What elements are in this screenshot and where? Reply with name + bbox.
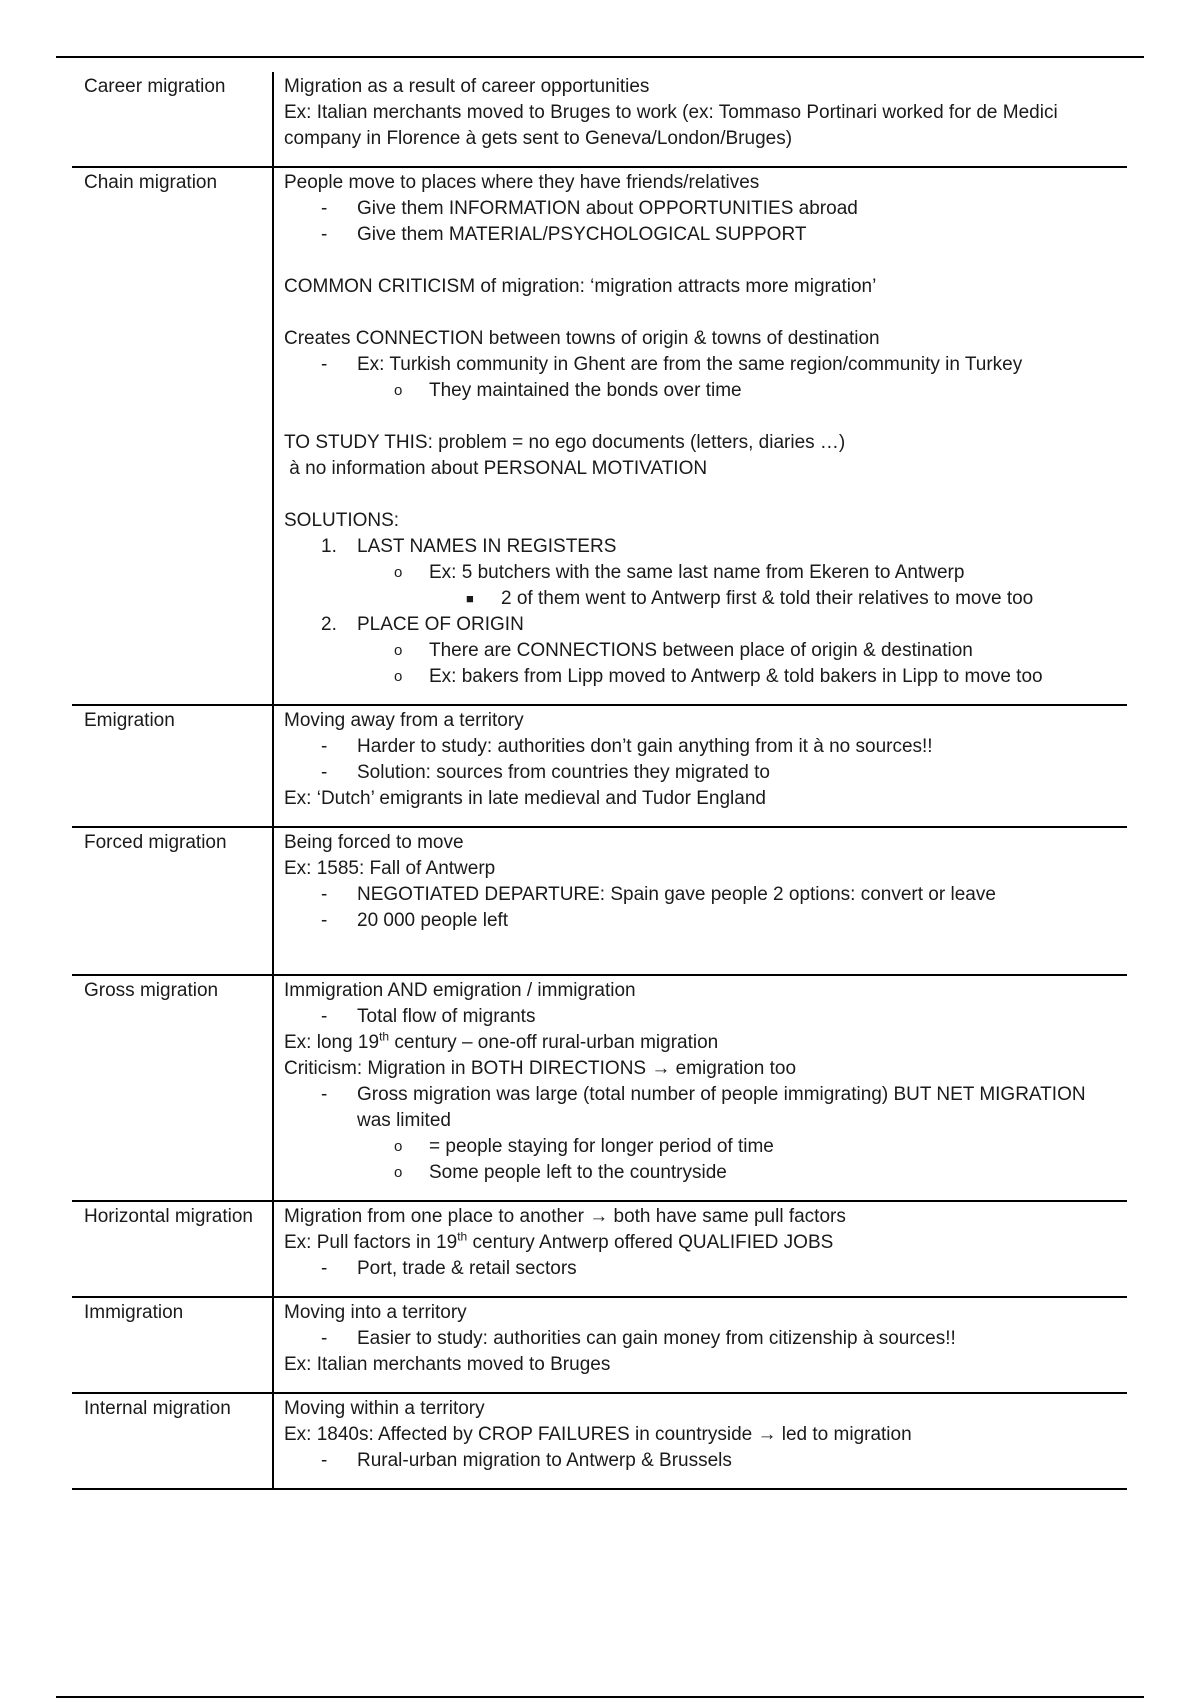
list-item xyxy=(284,534,1119,560)
bullet-marker: o xyxy=(394,668,403,685)
line-text: Ex: ‘Dutch’ emigrants in late medieval and Tudor England xyxy=(284,788,766,809)
bullet-marker: o xyxy=(394,1164,403,1181)
bullet-marker: - xyxy=(321,910,328,931)
list-item xyxy=(284,1256,1119,1282)
text-line xyxy=(284,430,1119,456)
glossary-row xyxy=(72,704,1127,826)
term-cell: Immigration xyxy=(72,1298,274,1392)
line-text: Harder to study: authorities don’t gain anything from it à no sources!! xyxy=(357,736,933,757)
bullet-marker: - xyxy=(321,884,328,905)
bullet-marker: 1. xyxy=(321,536,337,557)
definition-cell xyxy=(274,976,1127,1200)
glossary-row xyxy=(72,1200,1127,1296)
list-item xyxy=(284,882,1119,908)
bottom-rule xyxy=(56,1696,1144,1698)
bullet-marker: - xyxy=(321,198,328,219)
line-text: NEGOTIATED DEPARTURE: Spain gave people 2 options: convert or leave xyxy=(357,884,996,905)
definition-cell xyxy=(274,1394,1127,1488)
line-text-continued: century Antwerp offered QUALIFIED JOBS xyxy=(467,1232,834,1253)
definition-cell xyxy=(274,828,1127,974)
text-line xyxy=(284,74,1119,100)
glossary-row xyxy=(72,826,1127,974)
term-cell: Chain migration xyxy=(72,168,274,704)
bullet-marker: o xyxy=(394,564,403,581)
line-text: Total flow of migrants xyxy=(357,1006,536,1027)
term-cell: Internal migration xyxy=(72,1394,274,1488)
bullet-marker: - xyxy=(321,1258,328,1279)
line-text: Ex: Pull factors in 19 xyxy=(284,1232,458,1253)
line-text: Ex: Turkish community in Ghent are from the same region/community in Turkey xyxy=(357,354,1023,375)
line-text: Ex: 1585: Fall of Antwerp xyxy=(284,858,496,879)
list-item xyxy=(284,734,1119,760)
line-text: Immigration AND emigration / immigration xyxy=(284,980,636,1001)
blank-line xyxy=(284,248,1119,274)
definition-cell xyxy=(274,1298,1127,1392)
line-text: COMMON CRITICISM of migration: ‘migration attracts more migration’ xyxy=(284,276,877,297)
bullet-marker: o xyxy=(394,1138,403,1155)
text-line xyxy=(284,1030,1119,1056)
line-text-continued: century – one-off rural-urban migration xyxy=(389,1032,719,1053)
bullet-marker: ■ xyxy=(466,591,474,606)
line-text: Ex: Italian merchants moved to Bruges to work (ex: Tommaso Portinari worked for de Medici company in Florence à gets sent to Geneva/London/Bruges) xyxy=(284,102,1063,149)
list-item xyxy=(284,1134,1119,1160)
line-text: Being forced to move xyxy=(284,832,464,853)
list-item xyxy=(284,1082,1119,1134)
line-text: Ex: 1840s: Affected by CROP FAILURES in countryside → led to migration xyxy=(284,1424,912,1445)
line-text: Port, trade & retail sectors xyxy=(357,1258,577,1279)
bullet-marker: - xyxy=(321,736,328,757)
line-text: TO STUDY THIS: problem = no ego documents (letters, diaries …) xyxy=(284,432,846,453)
list-item xyxy=(284,760,1119,786)
glossary-row xyxy=(72,166,1127,704)
term-cell: Emigration xyxy=(72,706,274,826)
text-line xyxy=(284,1422,1119,1448)
list-item xyxy=(284,664,1119,690)
text-line xyxy=(284,856,1119,882)
text-line xyxy=(284,786,1119,812)
line-text: Moving into a territory xyxy=(284,1302,467,1323)
line-text: à no information about PERSONAL MOTIVATION xyxy=(284,458,708,479)
text-line xyxy=(284,1056,1119,1082)
line-text: Ex: 5 butchers with the same last name from Ekeren to Antwerp xyxy=(429,562,965,583)
line-text: Migration from one place to another → both have same pull factors xyxy=(284,1206,846,1227)
bullet-marker: - xyxy=(321,1006,328,1027)
bullet-marker: - xyxy=(321,1450,328,1471)
line-text: Ex: long 19 xyxy=(284,1032,380,1053)
line-text: Give them INFORMATION about OPPORTUNITIES abroad xyxy=(357,198,858,219)
list-item xyxy=(284,352,1119,378)
list-item xyxy=(284,560,1119,586)
line-text: There are CONNECTIONS between place of origin & destination xyxy=(429,640,973,661)
line-text: Ex: bakers from Lipp moved to Antwerp & told bakers in Lipp to move too xyxy=(429,666,1043,687)
line-text: 20 000 people left xyxy=(357,910,509,931)
text-line xyxy=(284,508,1119,534)
line-text: Give them MATERIAL/PSYCHOLOGICAL SUPPORT xyxy=(357,224,807,245)
superscript: th xyxy=(379,1029,390,1044)
line-text: Migration as a result of career opportunities xyxy=(284,76,650,97)
list-item xyxy=(284,222,1119,248)
text-line xyxy=(284,456,1119,482)
line-text: Some people left to the countryside xyxy=(429,1162,727,1183)
definition-cell xyxy=(274,706,1127,826)
list-item xyxy=(284,1004,1119,1030)
line-text: 2 of them went to Antwerp first & told their relatives to move too xyxy=(501,588,1034,609)
line-text: Creates CONNECTION between towns of origin & towns of destination xyxy=(284,328,880,349)
text-line xyxy=(284,170,1119,196)
text-line xyxy=(284,1352,1119,1378)
bullet-marker: - xyxy=(321,354,328,375)
text-line xyxy=(284,274,1119,300)
term-cell: Horizontal migration xyxy=(72,1202,274,1296)
text-line xyxy=(284,708,1119,734)
line-text: People move to places where they have friends/relatives xyxy=(284,172,760,193)
list-item xyxy=(284,908,1119,934)
blank-line xyxy=(284,934,1119,960)
text-line xyxy=(284,100,1119,152)
list-item xyxy=(284,612,1119,638)
line-text: Ex: Italian merchants moved to Bruges xyxy=(284,1354,611,1375)
list-item xyxy=(284,196,1119,222)
term-cell: Gross migration xyxy=(72,976,274,1200)
list-item xyxy=(284,1326,1119,1352)
line-text: Criticism: Migration in BOTH DIRECTIONS → emigration too xyxy=(284,1058,797,1079)
superscript: th xyxy=(457,1229,468,1244)
line-text: = people staying for longer period of time xyxy=(429,1136,774,1157)
blank-line xyxy=(284,300,1119,326)
text-line xyxy=(284,978,1119,1004)
bullet-marker: - xyxy=(321,1084,328,1105)
text-line xyxy=(284,1300,1119,1326)
term-cell: Forced migration xyxy=(72,828,274,974)
blank-line xyxy=(284,404,1119,430)
list-item xyxy=(284,1160,1119,1186)
bullet-marker: o xyxy=(394,382,403,399)
bullet-marker: 2. xyxy=(321,614,337,635)
definition-cell xyxy=(274,1202,1127,1296)
text-line xyxy=(284,326,1119,352)
line-text: Easier to study: authorities can gain money from citizenship à sources!! xyxy=(357,1328,956,1349)
bullet-marker: o xyxy=(394,642,403,659)
bullet-marker: - xyxy=(321,224,328,245)
list-item xyxy=(284,378,1119,404)
line-text: They maintained the bonds over time xyxy=(429,380,742,401)
glossary-row xyxy=(72,1392,1127,1488)
line-text: LAST NAMES IN REGISTERS xyxy=(357,536,617,557)
list-item xyxy=(284,586,1119,612)
list-item xyxy=(284,1448,1119,1474)
line-text: Solution: sources from countries they migrated to xyxy=(357,762,770,783)
line-text: SOLUTIONS: xyxy=(284,510,400,531)
definition-cell xyxy=(274,168,1127,704)
text-line xyxy=(284,1204,1119,1230)
line-text: Moving away from a territory xyxy=(284,710,524,731)
line-text: PLACE OF ORIGIN xyxy=(357,614,524,635)
line-text: Rural-urban migration to Antwerp & Brussels xyxy=(357,1450,732,1471)
text-line xyxy=(284,830,1119,856)
definition-cell xyxy=(274,72,1127,166)
glossary-row xyxy=(72,974,1127,1200)
line-text: Gross migration was large (total number of people immigrating) BUT NET MIGRATION was limited xyxy=(357,1084,1091,1131)
line-text: Moving within a territory xyxy=(284,1398,485,1419)
text-line xyxy=(284,1396,1119,1422)
blank-line xyxy=(284,482,1119,508)
list-item xyxy=(284,638,1119,664)
term-cell: Career migration xyxy=(72,72,274,166)
bullet-marker: - xyxy=(321,1328,328,1349)
bullet-marker: - xyxy=(321,762,328,783)
glossary-row xyxy=(72,72,1127,166)
glossary-table xyxy=(72,72,1127,1490)
text-line xyxy=(284,1230,1119,1256)
top-rule xyxy=(56,56,1144,58)
glossary-row xyxy=(72,1296,1127,1392)
